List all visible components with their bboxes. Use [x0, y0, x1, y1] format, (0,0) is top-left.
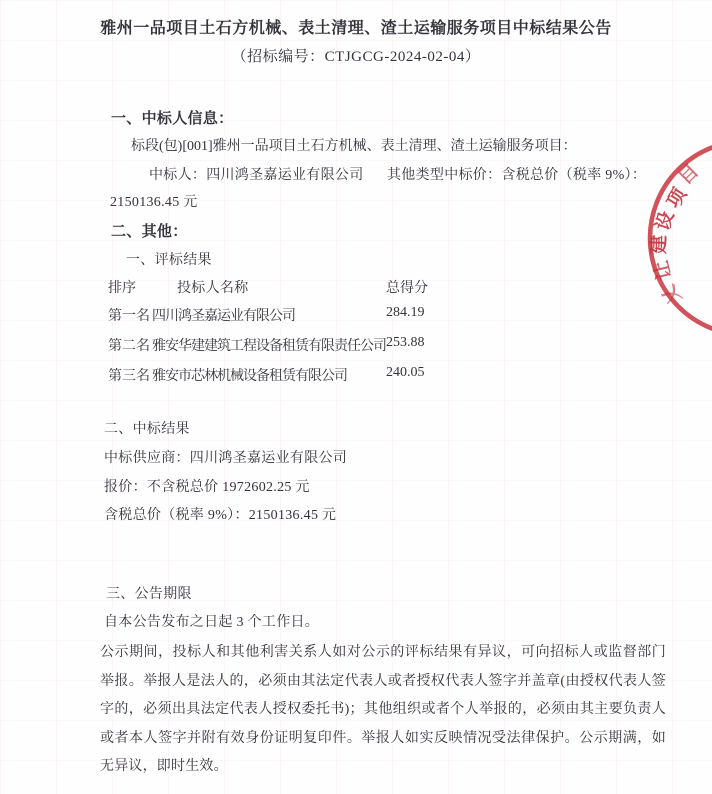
- score-cell: 284.19: [386, 305, 425, 320]
- score-cell: 240.05: [386, 365, 425, 380]
- header-bidder: 投标人名称: [177, 281, 249, 296]
- seal-char: 乂: [658, 280, 687, 309]
- header-score: 总得分: [386, 281, 428, 296]
- supplier-line: 中标供应商：四川鸿圣嘉运业有限公司: [104, 451, 348, 466]
- period-line: 自本公告发布之日起 3 个工作日。: [104, 615, 320, 630]
- bidder-cell: 雅安市芯林机械设备租赁有限公司: [152, 369, 347, 384]
- table-row: [0, 335, 712, 355]
- seal-char: 目: [674, 160, 704, 190]
- amount-line: 2150136.45 元: [110, 195, 198, 210]
- score-cell: 253.88: [386, 335, 425, 350]
- notice-paragraph: 公示期间，投标人和其他利害关系人如对公示的评标结果有异议，可向招标人或监督部门举报。举报人是法人的，必须由其法定代表人或者授权代表人签字并盖章(由授权代表人签字的，必须出具法定代表人授权委托书)；其他组织或者个人举报的，必须由其主要负责人或者本人签字并附有效身份证明复印件。举报人如实反映情况受法律保护。公示期满，如无异议，即时生效。: [100, 645, 666, 775]
- seal-char: 项: [663, 184, 692, 213]
- award-result-heading: 二、中标结果: [104, 422, 190, 437]
- header-rank: 排序: [108, 281, 136, 296]
- rank-cell: 第三名: [108, 369, 150, 384]
- score-table-header: [0, 277, 712, 297]
- price-line: 报价：不含税总价 1972602.25 元: [104, 480, 310, 495]
- bidder-cell: 雅安华建建筑工程设备租赁有限责任公司: [152, 339, 386, 354]
- lot-line: 标段(包)[001]雅州一品项目土石方机械、表土清理、渣土运输服务项目：: [131, 139, 577, 154]
- section2-heading: 二、其他：: [111, 224, 188, 240]
- bidder-cell: 四川鸿圣嘉运业有限公司: [152, 309, 295, 324]
- table-row: [0, 305, 712, 325]
- section1-heading: 一、中标人信息：: [111, 111, 234, 127]
- winner-line: 中标人：四川鸿圣嘉运业有限公司: [149, 168, 364, 183]
- page-title: 雅州一品项目土石方机械、表土清理、渣土运输服务项目中标结果公告: [100, 20, 612, 37]
- seal-char: 设: [652, 208, 679, 234]
- other-price-label: 其他类型中标价：含税总价（税率 9%）：: [387, 168, 647, 183]
- seal-char: 让: [650, 258, 676, 282]
- seal-char: 建: [648, 234, 671, 255]
- rank-cell: 第一名: [108, 309, 150, 324]
- eval-result-heading: 一、评标结果: [126, 253, 212, 268]
- section3-heading: 三、公告期限: [106, 587, 192, 602]
- table-row: [0, 365, 712, 385]
- tax-price-line: 含税总价（税率 9%）：2150136.45 元: [104, 508, 337, 523]
- tender-number-subtitle: （招标编号：CTJGCG-2024-02-04）: [231, 49, 481, 65]
- rank-cell: 第二名: [108, 339, 150, 354]
